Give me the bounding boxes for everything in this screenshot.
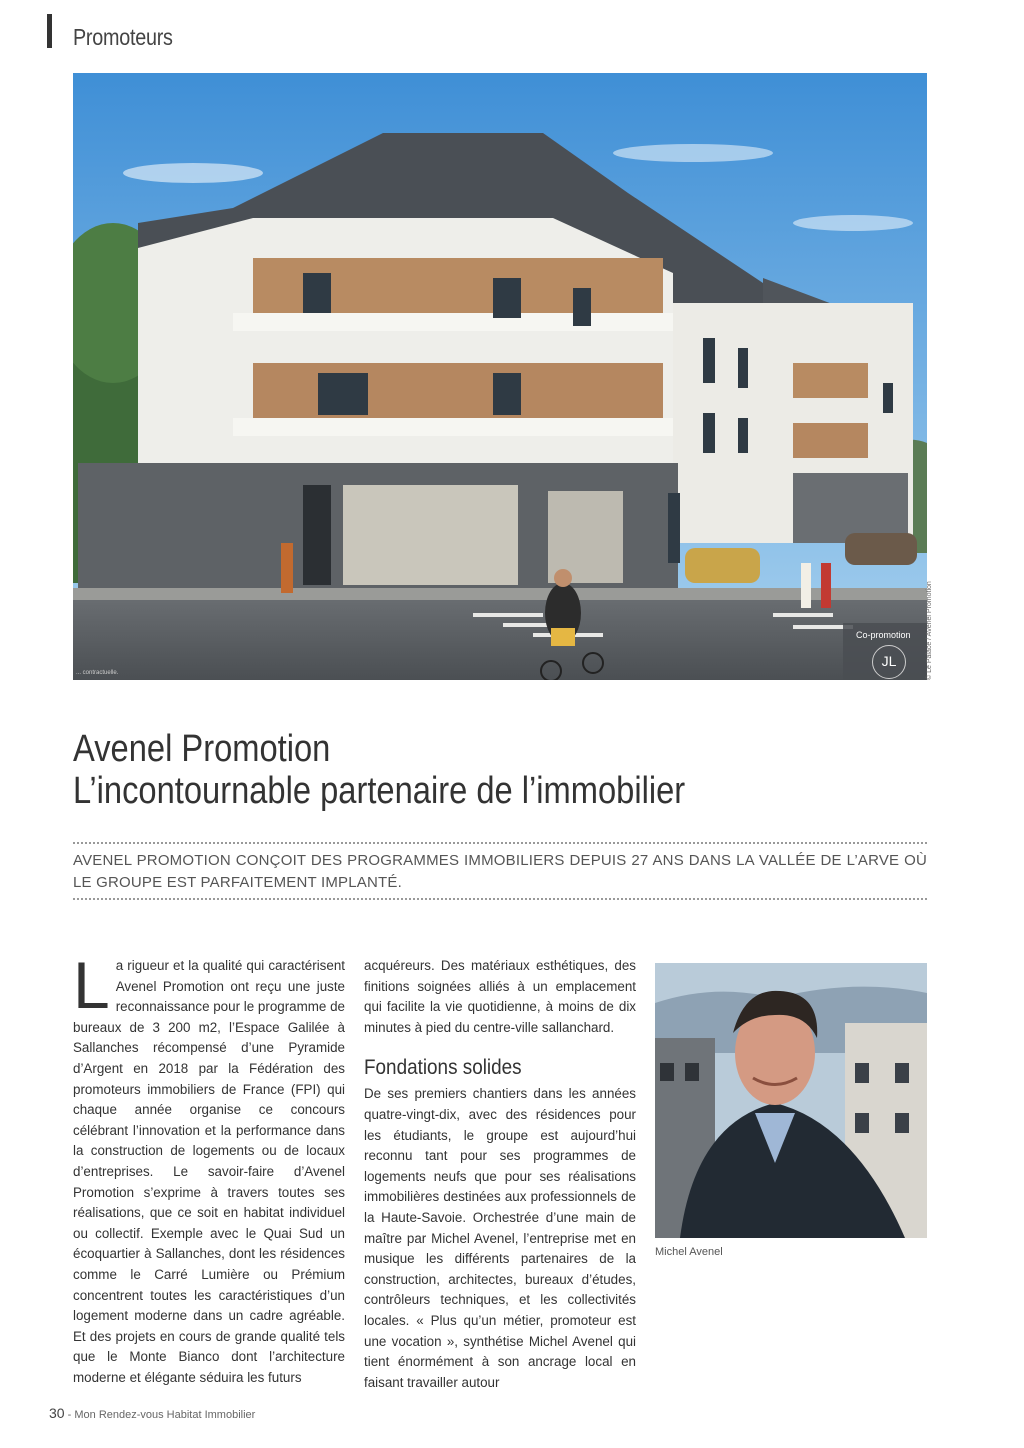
article-lead: AVENEL PROMOTION CONÇOIT DES PROGRAMMES IMMOBILIERS DEPUIS 27 ANS DANS LA VALLÉE DE L’ARVE OÙ LE GROUPE EST PARFAITEMENT IMPLANTÉ. bbox=[73, 852, 927, 891]
photo-credit: © Le Palace / Avenel Promotion bbox=[926, 581, 933, 680]
section-marker-bar bbox=[47, 14, 52, 48]
photo-caption: Michel Avenel bbox=[655, 1246, 723, 1258]
article-title-line-2: L’incontournable partenaire de l’immobilier bbox=[73, 770, 686, 812]
column-1-text: a rigueur et la qualité qui caractérisent Avenel Promotion ont reçu une juste reconnaissance pour le programme de bureaux de 3 200 m2, l’Espace Galilée à Sallanches récompensé d’une Pyramide d’Argent en 2018 par la Fédération des promoteurs immobiliers de France (FPI) qui chaque année organise ce concours célébrant l’innovation et la performance dans la construction de logements ou de locaux d’entreprises. Le savoir-faire d’Avenel Promotion s’exprime à travers toutes ses réalisations, que ce soit en habitat individuel ou collectif. Exemple avec le Quai Sud un écoquartier à Sallanches, dont les résidences comme le Carré Lumière ou Prémium concentrent toutes les caractéristiques d’un logement moderne dans un cadre agréable. Et des projets en cours de grande qualité tels que le Monte Bianco dont l’architecture moderne et élégante séduira les futurs bbox=[73, 958, 345, 1385]
article-column-1 bbox=[73, 948, 345, 1388]
magazine-name: - Mon Rendez-vous Habitat Immobilier bbox=[67, 1409, 256, 1421]
hero-image bbox=[73, 73, 927, 680]
article-title bbox=[73, 728, 685, 812]
column-2-text-a: acquéreurs. Des matériaux esthétiques, des finitions soignées alliés à un emplacement qui facilite la vie quotidienne, à moins de dix minutes à pied du centre-ville sallanchard. bbox=[364, 958, 636, 1035]
subheading: Fondations solides bbox=[364, 1056, 522, 1080]
drop-cap: L bbox=[73, 948, 110, 1022]
lead-rule-top bbox=[73, 842, 927, 844]
copromotion-logo: JL bbox=[872, 645, 906, 679]
page-footer bbox=[49, 1405, 255, 1421]
section-label: Promoteurs bbox=[73, 24, 173, 50]
lead-rule-bottom bbox=[73, 898, 927, 900]
article-title-line-1: Avenel Promotion bbox=[73, 728, 331, 770]
image-disclaimer: ... contractuelle. bbox=[76, 670, 119, 676]
page-number: 30 bbox=[49, 1405, 65, 1421]
portrait-photo bbox=[655, 963, 927, 1238]
column-2-text-b: De ses premiers chantiers dans les années quatre-vingt-dix, avec des résidences pour les étudiants, le groupe est aujourd’hui reconnu tant pour ses programmes de logements neufs que pour ses réalisations immobilières destinées aux professionnels de la Haute-Savoie. Orchestrée d’une main de maître par Michel Avenel, l’entreprise met en musique les différents partenaires de la construction, architectes, bureaux d’études, contrôleurs techniques, et les collectivités locales. « Plus qu’un métier, promoteur est une vocation », synthétise Michel Avenel qui tient énormément à son ancrage local en faisant travailler autour bbox=[364, 1086, 636, 1390]
article-column-2 bbox=[364, 956, 636, 1393]
copromotion-label: Co-promotion bbox=[856, 630, 911, 640]
